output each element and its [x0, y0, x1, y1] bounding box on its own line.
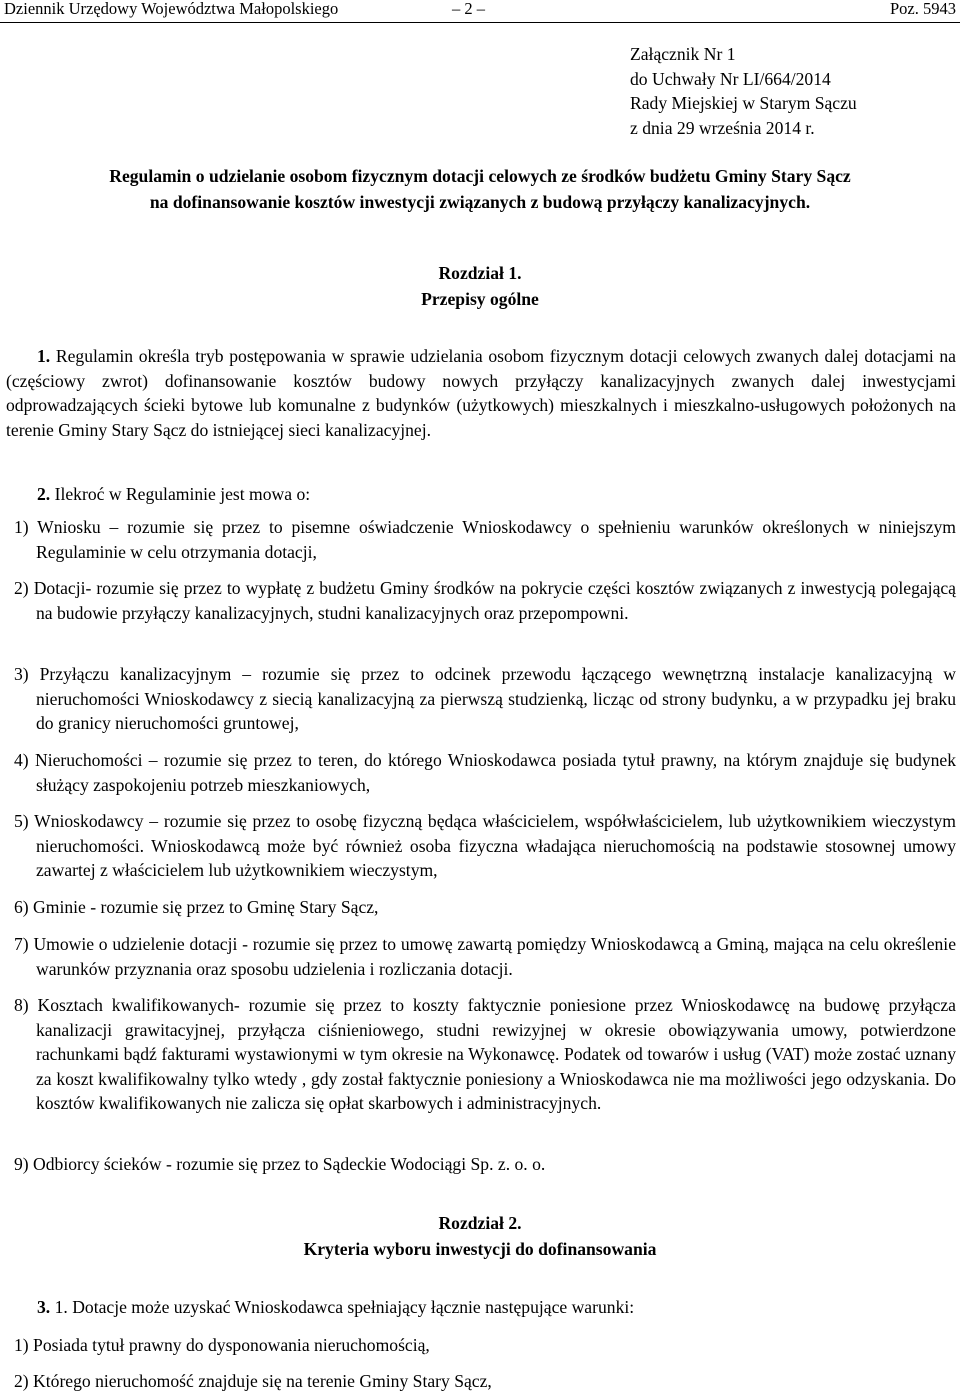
definition-item: 8) Kosztach kwalifikowanych- rozumie się przez to koszty faktycznie poniesione przez Wnioskodawcę na budowę przyłącza kanalizacji grawitacyjnej, przyłącza ciśnieniowego, studni rewizyjnej w okresie obowiązywania umowy, potwierdzone rachunkami bądź fakturami wystawionymi w tym okresie na Wykonawcę. Podatek od towarów i usług (VAT) może zostać uznany za koszt kwalifikowalny tylko wtedy , gdy został faktycznie poniesiony a Wnioskodawca nie ma możliwości jego odzyskania. Do kosztów kwalifikowanych nie zalicza się opłat skarbowych i administracyjnych.	[14, 995, 956, 1113]
definition-item: 3) Przyłączu kanalizacyjnym – rozumie się przez to odcinek przewodu łączącego wewnętrzną instalacje kanalizacyjną w nieruchomości Wnioskodawcy z siecią kanalizacyjną za pierwszą studzienką, licząc od strony budynku, a w przypadku jej braku do granicy nieruchomości gruntowej,	[14, 664, 956, 733]
annex-block	[630, 42, 857, 140]
title-line: na dofinansowanie kosztów inwestycji związanych z budową przyłączy kanalizacyjnych.	[149, 192, 811, 212]
chapter-name: Kryteria wyboru inwestycji do dofinansowania	[303, 1239, 657, 1259]
chapter-2-heading	[0, 1210, 960, 1262]
section-2-intro	[37, 482, 937, 507]
definition-item: 4) Nieruchomości – rozumie się przez to teren, do którego Wnioskodawca posiada tytuł prawny, na którym znajduje się budynek służący zaspokojeniu potrzeb mieszkaniowych,	[14, 750, 956, 795]
position-number: Poz. 5943	[890, 0, 956, 18]
definition-item: 9) Odbiorcy ścieków - rozumie się przez to Sądeckie Wodociągi Sp. z. o. o.	[14, 1154, 546, 1174]
definition-item: 5) Wnioskodawcy – rozumie się przez to osobę fizyczną będąca właścicielem, współwłaścicielem, lub użytkownikiem wieczystym nieruchomości. Wnioskodawcą może być również osoba fizyczna władająca nieruchomością na podstawie stosownej umowy zawartej z właścicielem lub użytkownikiem wieczystym,	[14, 811, 956, 880]
section-3-intro	[37, 1295, 937, 1320]
section-text: Ilekroć w Regulaminie jest mowa o:	[50, 484, 311, 504]
title-line: Regulamin o udzielanie osobom fizycznym dotacji celowych ze środków budżetu Gminy Stary Sącz	[109, 166, 851, 186]
annex-line: z dnia 29 września 2014 r.	[630, 117, 815, 138]
chapter-name: Przepisy ogólne	[421, 289, 539, 309]
section-text: Regulamin określa tryb postępowania w sprawie udzielania osobom fizycznym dotacji celowych zwanych dalej dotacjami na (częściowy zwrot) dofinansowanie kosztów budowy nowych przyłączy kanalizacyjnych zwanych dalej inwestycjami odprowadzających ścieki bytowe lub komunalne z budynków (użytkowych) mieszkalnych i mieszkalno-usługowych położonych na terenie Gminy Stary Sącz do istniejącej sieci kanalizacyjnej.	[6, 346, 956, 440]
section-1-paragraph	[6, 344, 956, 442]
journal-name: Dziennik Urzędowy Województwa Małopolskiego	[4, 0, 339, 18]
condition-item: 2) Którego nieruchomość znajduje się na terenie Gminy Stary Sącz,	[14, 1371, 492, 1391]
document-title	[0, 163, 960, 215]
section-number: 1.	[37, 346, 51, 366]
definition-item: 2) Dotacji- rozumie się przez to wypłatę z budżetu Gminy środków na pokrycie części kosztów związanych z inwestycją polegającą na budowie przyłączy kanalizacyjnych, studni kanalizacyjnych oraz przepompowni.	[14, 578, 956, 623]
definition-item: 7) Umowie o udzielenie dotacji - rozumie się przez to umowę zawartą pomiędzy Wnioskodawcą a Gminą, mająca na celu określenie warunków przyznania oraz sposobu udzielenia i rozliczania dotacji.	[14, 934, 956, 979]
definition-item: 6) Gminie - rozumie się przez to Gminę Stary Sącz,	[14, 897, 379, 917]
chapter-number: Rozdział 2.	[438, 1213, 522, 1233]
condition-item: 1) Posiada tytuł prawny do dysponowania nieruchomością,	[14, 1335, 430, 1355]
page-number: – 2 –	[452, 0, 485, 18]
annex-line: Załącznik Nr 1	[630, 44, 736, 64]
section-text: 1. Dotacje może uzyskać Wnioskodawca spełniający łącznie następujące warunki:	[50, 1297, 635, 1317]
definition-item: 1) Wniosku – rozumie się przez to pisemne oświadczenie Wnioskodawcy o spełnieniu warunków określonych w niniejszym Regulaminie w celu otrzymania dotacji,	[14, 517, 956, 562]
section-number: 2.	[37, 484, 51, 504]
chapter-number: Rozdział 1.	[438, 263, 522, 283]
section-number: 3.	[37, 1297, 51, 1317]
chapter-1-heading	[0, 260, 960, 312]
annex-line: do Uchwały Nr LI/664/2014	[630, 68, 831, 89]
page-header	[0, 0, 960, 23]
annex-line: Rady Miejskiej w Starym Sączu	[630, 93, 857, 113]
